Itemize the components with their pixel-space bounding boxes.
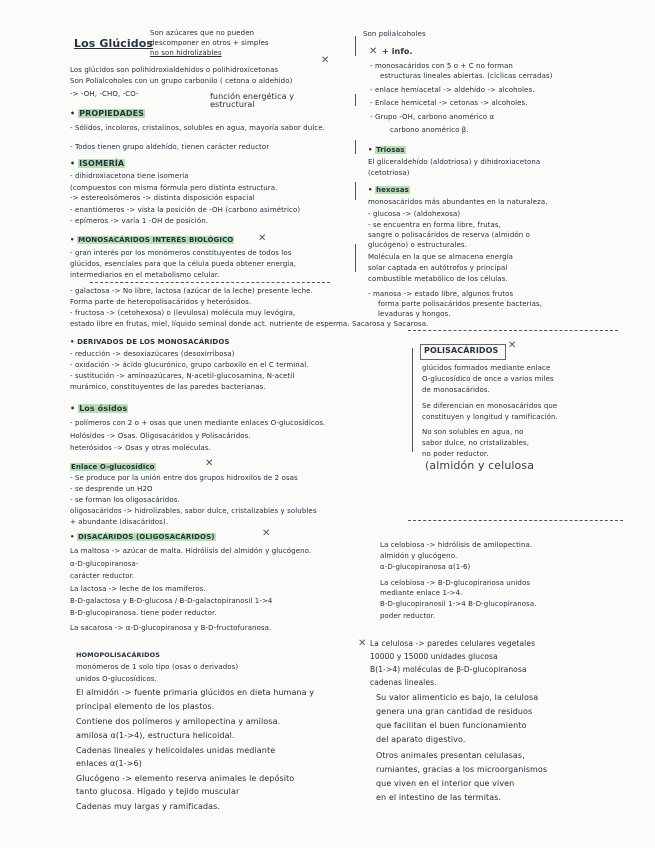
info-item: estructuras lineales abiertas. (cíclicas cerradas) bbox=[380, 72, 553, 80]
column-separator bbox=[355, 182, 356, 200]
mono-item: glúcidos, esenciales para que la célula pueda obtener energía, bbox=[70, 260, 297, 268]
section-heading-hexosas: • hexosas bbox=[368, 186, 409, 194]
isomeria-item: (compuestos con misma fórmula pero distinta estructura. bbox=[70, 184, 278, 192]
homopoli-item: monómeros de 1 solo tipo (osas o derivados) bbox=[76, 663, 239, 671]
column-separator bbox=[412, 348, 413, 452]
hexosas-item: - glucosa -> (aldohexosa) bbox=[368, 210, 461, 218]
column-separator bbox=[355, 36, 356, 56]
section-heading-polisacaridos: POLISACÁRIDOS bbox=[424, 346, 499, 355]
homopoli-item: Glucógeno -> elemento reserva animales le depósito bbox=[76, 774, 295, 783]
column-separator bbox=[355, 244, 356, 272]
info-item: - enlace hemiacetal -> aldehído -> alcoholes. bbox=[370, 86, 535, 94]
section-heading-disacaridos: • DISACÁRIDOS (OLIGOSACÁRIDOS) bbox=[70, 533, 215, 541]
intro-line: Los glúcidos son polihidroxialdehidos o polihidroxicetonas bbox=[70, 66, 279, 74]
enlace-item: - Se produce por la unión entre dos grupos hidroxilos de 2 osas bbox=[70, 474, 298, 482]
top-note-line-2: descomponer en otros + simples bbox=[150, 39, 269, 47]
hexosas-item: sangre o polisacáridos de reserva (almidón o bbox=[368, 231, 530, 239]
isomeria-item: - enantiómeros -> vista la posición de -OH (carbono asimétrico) bbox=[70, 206, 301, 214]
celulosa-line: que facilitan el buen funcionamiento bbox=[376, 721, 527, 730]
celobiosa-line: B-D-glucopiranosil 1->4 B-D-glucopiranosa. bbox=[380, 600, 537, 608]
homopoli-item: enlaces α(1->6) bbox=[76, 759, 142, 768]
celobiosa-line: α-D-glucopiranosa α(1-6) bbox=[380, 563, 471, 571]
celobiosa-line: poder reductor. bbox=[380, 612, 436, 620]
galactosa-line: estado libre en frutas, miel, líquido seminal donde act. nutriente de esperma. Sacarosa y Sacarosa. bbox=[70, 320, 429, 328]
manosa-line: - manosa -> estado libre, algunos frutos bbox=[368, 290, 514, 298]
hexosas-item: combustible metabólico de los células. bbox=[368, 275, 508, 283]
galactosa-line: - fructosa -> (cetohexosa) o (levulosa) molécula muy levógira, bbox=[70, 309, 296, 317]
section-heading-osidos: • Los ósidos bbox=[70, 404, 128, 413]
celulosa-line: que viven en el interior que viven bbox=[376, 779, 515, 788]
info-item: carbono anomérico β. bbox=[390, 126, 469, 134]
section-heading-triosas: • Triosas bbox=[368, 146, 405, 154]
info-item: - Grupo -OH, carbono anomérico α bbox=[370, 113, 495, 121]
celulosa-line: rumiantes, gracias a los microorganismos bbox=[376, 765, 548, 774]
disacaridos-item: La sacarosa -> α-D-glucopiranosa y B-D-fructofuranosa. bbox=[70, 624, 272, 632]
disacaridos-item: La lactosa -> leche de los mamíferos. bbox=[70, 585, 206, 593]
disacaridos-item: B-D-galactosa y B-D-glucosa / B-D-galactopiranosil 1->4 bbox=[70, 597, 273, 605]
homopoli-item: El almidón -> fuente primaria glúcidos en dieta humana y bbox=[76, 688, 315, 697]
homopoli-item: Cadenas muy largas y ramificadas. bbox=[76, 802, 221, 811]
section-heading-homopolisacaridos: HOMOPOLISACÁRIDOS bbox=[76, 651, 161, 659]
isomeria-item: - epímeros -> varía 1 -OH de posición. bbox=[70, 217, 209, 225]
celobiosa-line: La celobiosa -> B-D-glucopiranosa unidos bbox=[380, 579, 531, 587]
column-separator bbox=[355, 94, 356, 106]
polisacaridos-item: (almidón y celulosa bbox=[425, 459, 535, 472]
polisacaridos-item: de monosacáridos. bbox=[422, 386, 490, 394]
disacaridos-item: carácter reductor. bbox=[70, 572, 135, 580]
dashed-divider bbox=[408, 520, 623, 521]
derivados-item: - reducción -> desoxiazúcares (desoxirribosa) bbox=[70, 350, 235, 358]
homopoli-item: Contiene dos polímeros y amilopectina y amilosa. bbox=[76, 717, 281, 726]
manosa-line: forma parte polisacáridos presente bacterias, bbox=[378, 300, 543, 308]
cross-mark-icon: ✕ bbox=[369, 46, 378, 57]
homopoli-item: principal elemento de los plastos. bbox=[76, 702, 215, 711]
celulosa-line: Otros animales presentan celulasas, bbox=[376, 751, 525, 760]
celulosa-line: 10000 y 15000 unidades glucosa bbox=[370, 652, 498, 661]
celulosa-line: en el intestino de las termitas. bbox=[376, 793, 502, 802]
derivados-item: - sustitución -> aminoazúcares, N-acetil-glucosamina, N-acetil bbox=[70, 372, 295, 380]
polisacaridos-item: Se diferencian en monosacáridos que bbox=[422, 402, 558, 410]
celulosa-line: B(1->4) moléculas de β-D-glucopiranosa bbox=[370, 665, 527, 674]
celobiosa-line: almidón y glucógeno. bbox=[380, 552, 458, 560]
polisacaridos-item: No son solubles en agua, no bbox=[422, 428, 524, 436]
celulosa-line: cadenas lineales. bbox=[370, 678, 437, 687]
page-title: Los Glúcidos bbox=[74, 37, 154, 50]
section-heading-info: + info. bbox=[382, 47, 413, 56]
isomeria-item: - dihidroxiacetona tiene isomería bbox=[70, 172, 189, 180]
hexosas-item: - se encuentra en forma libre, frutas, bbox=[368, 221, 501, 229]
dashed-divider bbox=[408, 330, 618, 331]
isomeria-item: -> estereoisómeros -> distinta disposición espacial bbox=[70, 194, 255, 202]
hexosas-item: solar captada en autótrofos y principal bbox=[368, 264, 508, 272]
hexosas-item: glucógeno) o estructurales. bbox=[368, 241, 467, 249]
polisacaridos-item: O-glucosídico de once a varios miles bbox=[422, 375, 554, 383]
manosa-line: levaduras y hongos. bbox=[378, 310, 451, 318]
galactosa-line: - galactosa -> No libre, lactosa (azúcar de la leche) presente leche. bbox=[70, 287, 313, 295]
celobiosa-line: mediante enlace 1->4. bbox=[380, 589, 463, 597]
top-note-line-1: Son azúcares que no pueden bbox=[150, 29, 255, 37]
section-heading-propiedades: • PROPIEDADES bbox=[70, 109, 145, 118]
polisacaridos-item: constituyen y longitud y ramificación. bbox=[422, 413, 558, 421]
section-heading-enlace: Enlace O-glucosídico bbox=[71, 463, 155, 471]
top-right-note: Son polialcoholes bbox=[363, 30, 426, 38]
polisacaridos-item: sabor dulce, no cristalizables, bbox=[422, 439, 530, 447]
celobiosa-line: La celobiosa -> hidrólisis de amilopectina. bbox=[380, 541, 533, 549]
propiedades-item: - Sólidos, incoloros, cristalinos, solubles en agua, mayoría sabor dulce. bbox=[70, 124, 325, 132]
celulosa-line: del aparato digestivo. bbox=[376, 735, 466, 744]
mono-item: intermediarios en el metabolismo celular. bbox=[70, 271, 220, 279]
triosas-item: (cetotriosa) bbox=[368, 169, 410, 177]
cross-mark-icon: ✕ bbox=[358, 638, 367, 649]
hexosas-item: monosacáridos más abundantes en la naturaleza. bbox=[368, 198, 548, 206]
cross-mark-icon: ✕ bbox=[258, 233, 267, 244]
mono-item: - gran interés por los monómeros constituyentes de todos los bbox=[70, 249, 292, 257]
disacaridos-item: La maltosa -> azúcar de malta. Hidrólisis del almidón y glucógeno. bbox=[70, 547, 312, 555]
cross-mark-icon: ✕ bbox=[321, 55, 330, 66]
dashed-divider bbox=[90, 282, 330, 283]
hexosas-item: Molécula en la que se almacena energía bbox=[368, 253, 514, 261]
celulosa-line: genera una gran cantidad de residuos bbox=[376, 707, 533, 716]
enlace-item: - se desprende un H2O bbox=[70, 485, 153, 493]
disacaridos-item: B-D-glucopiranosa. tiene poder reductor. bbox=[70, 609, 217, 617]
homopoli-item: Cadenas lineales y helicoidales unidas mediante bbox=[76, 746, 276, 755]
enlace-item: oligosacáridos -> hidrolizables, sabor dulce, cristalizables y solubles bbox=[70, 507, 317, 515]
cross-mark-icon: ✕ bbox=[508, 340, 517, 351]
section-heading-derivados: • DERIVADOS DE LOS MONOSACÁRIDOS bbox=[70, 338, 230, 346]
cross-mark-icon: ✕ bbox=[262, 528, 271, 539]
derivados-item: - oxidación -> ácido glucurónico, grupo carboxilo en el C terminal. bbox=[70, 361, 309, 369]
celulosa-line: Su valor alimenticio es bajo, la celulosa bbox=[376, 693, 539, 702]
section-heading-isomeria: • ISOMERÍA bbox=[70, 159, 125, 168]
homopoli-item: amilosa α(1->4), estructura helicoidal. bbox=[76, 731, 235, 740]
homopoli-item: unidos O-glucosídicos. bbox=[76, 675, 157, 683]
galactosa-line: Forma parte de heteropolisacáridos y heterósidos. bbox=[70, 298, 252, 306]
osidos-item: Holósidos -> Osas. Oligosacáridos y Polisacáridos. bbox=[70, 432, 251, 440]
homopoli-item: tanto glucosa. Hígado y tejido muscular bbox=[76, 787, 240, 796]
polisacaridos-item: no poder reductor. bbox=[422, 450, 489, 458]
disacaridos-item: α-D-glucopiranosa- bbox=[70, 560, 139, 568]
propiedades-item: - Todos tienen grupo aldehído, tienen carácter reductor bbox=[70, 143, 270, 151]
triosas-item: El gliceraldehído (aldotriosa) y dihidroxiacetona bbox=[368, 158, 541, 166]
derivados-item: murámico, constituyentes de las paredes bacterianas. bbox=[70, 383, 266, 391]
polisacaridos-item: glúcidos formados mediante enlace bbox=[422, 364, 551, 372]
osidos-item: heterósidos -> Osas y otras moléculas. bbox=[70, 444, 211, 452]
cross-mark-icon: ✕ bbox=[205, 458, 214, 469]
section-heading-monosacaridos: • MONOSACÁRIDOS INTERÉS BIOLÓGICO bbox=[70, 236, 234, 244]
intro-line: Son Polialcoholes con un grupo carbonilo ( cetona o aldehido) bbox=[70, 77, 293, 85]
enlace-item: - se forman los oligosacáridos. bbox=[70, 496, 180, 504]
info-item: - monosacáridos con 5 o + C no forman bbox=[370, 62, 513, 70]
top-note-line-3: no son hidrolizables bbox=[150, 49, 222, 57]
enlace-item: + abundante (disacáridos). bbox=[70, 518, 169, 526]
function-note: función energética y estructural bbox=[210, 92, 295, 109]
celulosa-line: La celulosa -> paredes celulares vegetales bbox=[370, 639, 536, 648]
intro-line: -> -OH, -CHO, -CO- bbox=[70, 90, 139, 98]
info-item: - Enlace hemicetal -> cetonas -> alcoholes. bbox=[370, 99, 528, 107]
osidos-item: - polímeros con 2 o + osas que unen mediante enlaces O-glucosídicos. bbox=[70, 419, 326, 427]
column-separator bbox=[355, 140, 356, 154]
